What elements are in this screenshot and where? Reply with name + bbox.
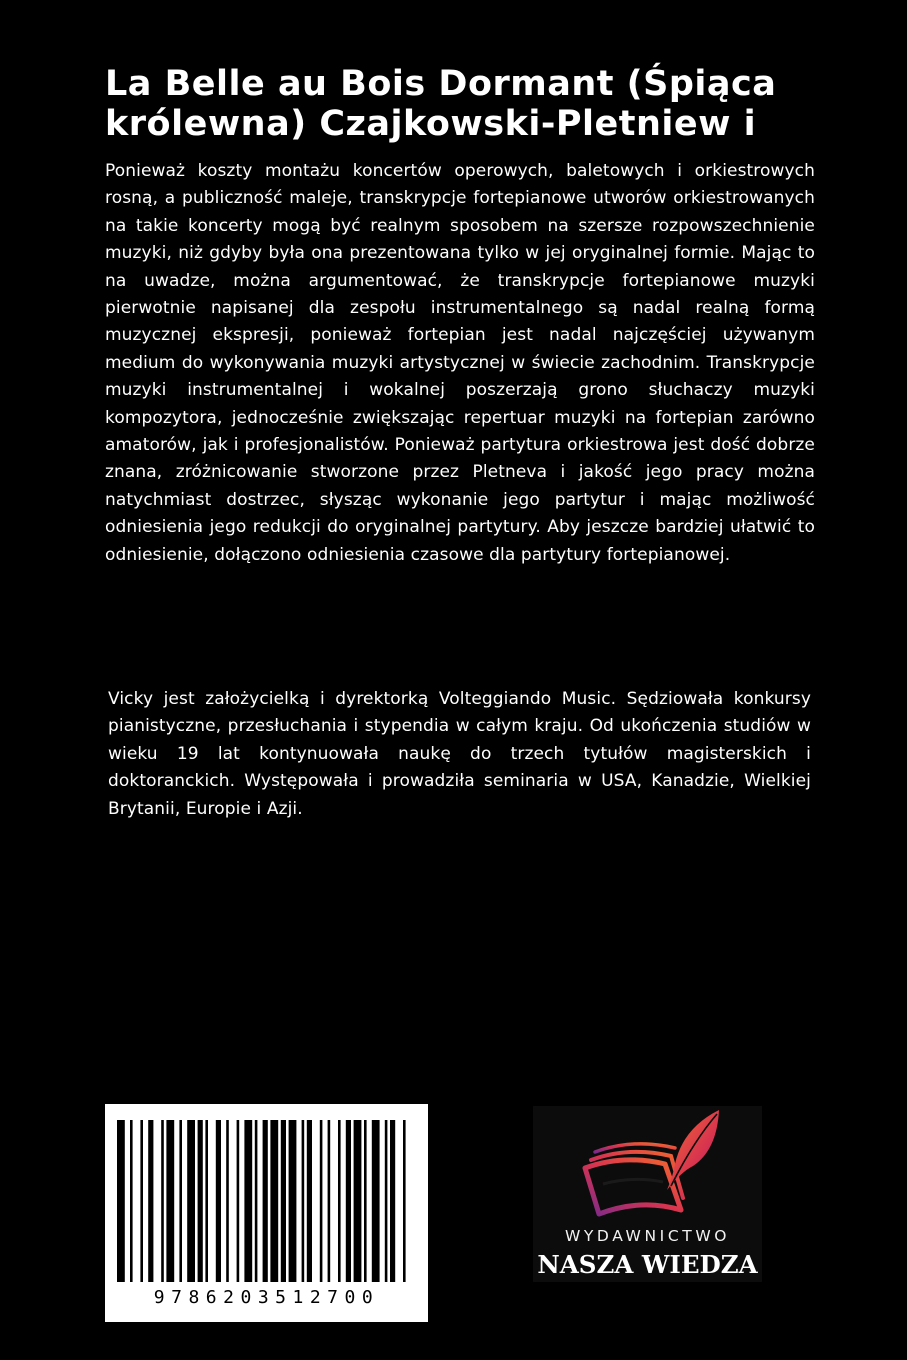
barcode-bar — [364, 1120, 367, 1282]
barcode-bar — [161, 1120, 164, 1282]
barcode-bar — [130, 1120, 133, 1282]
barcode-bar — [346, 1120, 351, 1282]
barcode-bar — [338, 1120, 341, 1282]
barcode-bar — [372, 1120, 380, 1282]
barcode-bar — [117, 1120, 125, 1282]
barcode-bar — [270, 1120, 278, 1282]
barcode-bar — [320, 1120, 323, 1282]
author-bio: Vicky jest założycielką i dyrektorką Volteggiando Music. Sędziowała konkursy pianistyczne, przesłuchania i stypendia w całym kraju. Od ukończenia studiów w wieku 19 lat kontynuowała naukę do trzech tytułów magisterskich i doktoranckich. Występowała i prowadziła seminaria w USA, Kanadzie, Wielkiej Brytanii, Europie i Azji. — [108, 689, 811, 819]
barcode-bar — [263, 1120, 268, 1282]
barcode-bar — [289, 1120, 297, 1282]
barcode-bar — [166, 1120, 174, 1282]
barcode-bar — [255, 1120, 258, 1282]
book-title — [105, 64, 825, 144]
barcode-bar — [244, 1120, 252, 1282]
barcode-bar — [205, 1120, 208, 1282]
barcode-bar — [148, 1120, 153, 1282]
barcode-bar — [307, 1120, 312, 1282]
barcode-bar — [302, 1120, 305, 1282]
barcode-bar — [328, 1120, 331, 1282]
publisher-name: NASZA WIEDZA — [537, 1250, 758, 1279]
barcode-bar — [179, 1120, 182, 1282]
barcode-bar — [187, 1120, 195, 1282]
barcode-bar — [354, 1120, 362, 1282]
publisher-label: WYDAWNICTWO — [564, 1227, 731, 1245]
barcode-bar — [385, 1120, 388, 1282]
barcode-bar — [390, 1120, 395, 1282]
book-title-line-1: La Belle au Bois Dormant (Śpiąca — [105, 64, 777, 104]
barcode-bar — [281, 1120, 286, 1282]
book-description: Ponieważ koszty montażu koncertów operowych, baletowych i orkiestrowych rosną, a publiczność maleje, transkrypcje fortepianowe utworów orkiestrowanych na takie koncerty mogą być realnym sposobem na szersze rozpowszechnienie muzyki, niż gdyby była ona prezentowana tylko w jej oryginalnej formie. Mając to na uwadze, można argumentować, że transkrypcje fortepianowe muzyki pierwotnie napisanej dla zespołu instrumentalnego są nadal realną formą muzycznej ekspresji, ponieważ fortepian jest nadal najczęściej używanym medium do wykonywania muzyki artystycznej w świecie zachodnim. Transkrypcje muzyki instrumentalnej i wokalnej poszerzają grono słuchaczy muzyki kompozytora, jednocześnie zwiększając repertuar muzyki na fortepian zarówno amatorów, jak i profesjonalistów. Ponieważ partytura orkiestrowa jest dość dobrze znana, zróżnicowanie stworzone przez Pletneva i jakość jego pracy można natychmiast dostrzec, słysząc wykonanie jego partytur i mając możliwość odniesienia jego redukcji do oryginalnej partytury. Aby jeszcze bardziej ułatwić to odniesienie, dołączono odniesienia czasowe dla partytury fortepianowej. — [105, 161, 815, 565]
barcode-bar — [237, 1120, 240, 1282]
barcode-bar — [140, 1120, 143, 1282]
barcode-bar — [198, 1120, 203, 1282]
barcode-bar — [216, 1120, 221, 1282]
book-quill-logo-icon — [533, 1106, 762, 1226]
isbn-barcode — [105, 1104, 428, 1322]
barcode-bar — [403, 1120, 406, 1282]
book-title-line-2: królewna) Czajkowski-Pletniew i — [105, 104, 757, 144]
barcode-bar — [226, 1120, 229, 1282]
publisher-logo — [533, 1106, 762, 1282]
isbn-number: 9786203512700 — [153, 1287, 380, 1308]
